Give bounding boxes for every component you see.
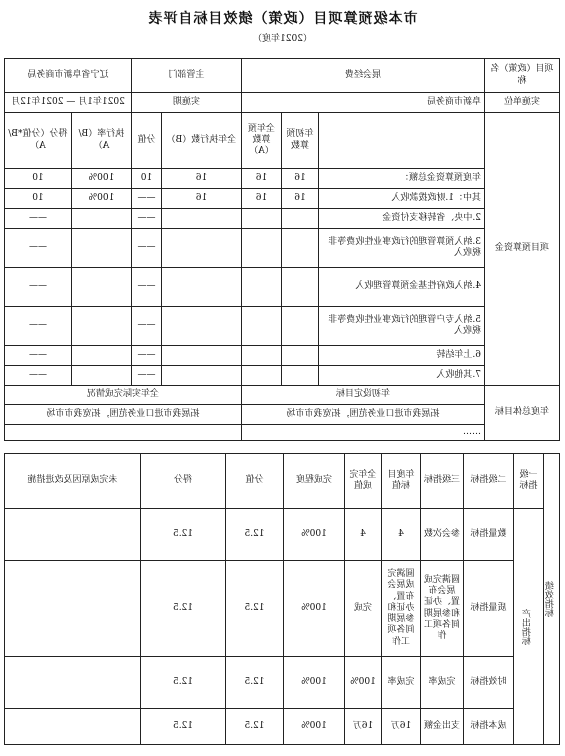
perf-side-label: 绩效指标 [544, 454, 560, 745]
funds-cell: 10 [4, 189, 71, 209]
funds-cell [71, 346, 131, 366]
funds-cell [161, 209, 241, 229]
perf-degree: 100% [284, 657, 345, 709]
goals-initial-label: 年初设定目标 [241, 386, 484, 405]
funds-row [4, 268, 559, 307]
funds-cell [71, 209, 131, 229]
funds-cell [241, 229, 281, 268]
funds-cell [241, 346, 281, 366]
funds-row-label: 4.纳入政府性基金预算管理收入 [319, 268, 485, 307]
goals-section-label: 年度总体目标 [485, 386, 560, 441]
funds-cell: —— [131, 366, 161, 386]
funds-header-5: 得分（分值*B/A） [4, 113, 71, 169]
impl-period-value: 2021年1月 — 2021年12月 [4, 93, 131, 113]
funds-cell: 16 [282, 189, 319, 209]
perf-row [5, 709, 560, 745]
project-name-row [4, 59, 559, 93]
funds-row-label: 其中：1.财政拨款收入 [319, 189, 485, 209]
perf-row [5, 509, 560, 561]
perf-header-7: 得分 [141, 454, 226, 509]
impl-row [4, 93, 559, 113]
funds-cell: —— [4, 209, 71, 229]
funds-cell: 10 [4, 169, 71, 189]
funds-row-label: 2.中央、省转移支付资金 [319, 209, 485, 229]
funds-cell: —— [131, 268, 161, 307]
funds-header-row [4, 113, 559, 169]
funds-cell: 100% [71, 189, 131, 209]
perf-target: 完成率 [382, 657, 421, 709]
perf-got: 12.5 [141, 561, 226, 657]
perf-reason [5, 657, 141, 709]
funds-row-label: 5.纳入专户管理的行政事业性收费等非税收入 [319, 307, 485, 346]
goals-initial-value: 拓展我市进口业务范围，拓宽我市市场 [241, 405, 484, 425]
perf-row [5, 561, 560, 657]
perf-reason [5, 709, 141, 745]
perf-actual: 4 [345, 509, 382, 561]
dept-value: 辽宁省阜新市商务局 [4, 59, 131, 93]
funds-header-0: 年初预算数 [282, 113, 319, 169]
funds-cell [282, 268, 319, 307]
perf-row [5, 657, 560, 709]
perf-target: 4 [382, 509, 421, 561]
funds-cell [282, 366, 319, 386]
perf-l2: 成本指标 [464, 709, 514, 745]
funds-cell [71, 307, 131, 346]
perf-header-8: 未完成原因及改进措施 [5, 454, 141, 509]
funds-row [4, 229, 559, 268]
funds-header-1: 全年预算数（A） [241, 113, 281, 169]
funds-cell: —— [131, 307, 161, 346]
form-title: 市本级预算项目（政策）绩效目标自评表 [147, 11, 418, 27]
perf-l3: 支出金额 [421, 709, 464, 745]
perf-score: 12.5 [226, 709, 284, 745]
funds-cell: 16 [161, 189, 241, 209]
perf-got: 12.5 [141, 709, 226, 745]
perf-header-6: 分值 [226, 454, 284, 509]
funds-cell: —— [131, 189, 161, 209]
perf-header-0: 一级指标 [514, 454, 544, 509]
funds-cell: —— [131, 209, 161, 229]
perf-l3: 完成率 [421, 657, 464, 709]
funds-cell: 16 [282, 169, 319, 189]
funds-section-label: 项目预算资金 [485, 113, 560, 386]
funds-cell: 10 [131, 169, 161, 189]
perf-score: 12.5 [226, 509, 284, 561]
funds-header-2: 全年执行数（B） [161, 113, 241, 169]
perf-l2: 时效指标 [464, 657, 514, 709]
funds-cell [71, 268, 131, 307]
budget-table [4, 58, 560, 441]
perf-degree: 100% [284, 509, 345, 561]
perf-l2: 数量指标 [464, 509, 514, 561]
project-name-label: 项目（政策）名称 [485, 59, 560, 93]
funds-cell [161, 307, 241, 346]
funds-cell [282, 346, 319, 366]
funds-row [4, 366, 559, 386]
funds-cell: —— [131, 229, 161, 268]
funds-cell [241, 307, 281, 346]
funds-row [4, 209, 559, 229]
funds-row [4, 346, 559, 366]
funds-cell [282, 229, 319, 268]
funds-cell: 16 [161, 169, 241, 189]
impl-period-label: 实施期 [131, 93, 241, 113]
funds-cell: —— [131, 346, 161, 366]
goals-actual-value: 拓展我市进口业务范围，拓宽我市市场 [4, 405, 241, 425]
perf-reason [5, 561, 141, 657]
perf-target: 圆满完成展会布置、办证和参展期间各项工作 [382, 561, 421, 657]
funds-cell [161, 229, 241, 268]
perf-header-2: 三级指标 [421, 454, 464, 509]
funds-cell [161, 346, 241, 366]
funds-cell [282, 209, 319, 229]
funds-cell: —— [4, 229, 71, 268]
perf-got: 12.5 [141, 657, 226, 709]
funds-cell [71, 366, 131, 386]
perf-target: 16万 [382, 709, 421, 745]
funds-cell [241, 209, 281, 229]
goals-value-row [4, 405, 559, 425]
funds-header-3: 分值 [131, 113, 161, 169]
goals-header-row [4, 386, 559, 405]
perf-degree: 100% [284, 709, 345, 745]
impl-unit-label: 实施单位 [485, 93, 560, 113]
funds-cell: —— [4, 366, 71, 386]
goals-actual-label: 全年实际完成情况 [4, 386, 241, 405]
perf-actual: 完成 [345, 561, 382, 657]
funds-row-label: 7.其他收入 [319, 366, 485, 386]
funds-row-label: 年度预算资金总额： [319, 169, 485, 189]
funds-cell [161, 268, 241, 307]
funds-cell: 16 [241, 189, 281, 209]
dept-label: 主管部门 [131, 59, 241, 93]
goals-ellipsis: …… [241, 425, 484, 441]
funds-cell: 100% [71, 169, 131, 189]
performance-table [4, 453, 560, 745]
funds-cell: 16 [241, 169, 281, 189]
funds-row-label: 3.纳入预算管理的行政事业性收费等非税收入 [319, 229, 485, 268]
impl-unit-value: 阜新市商务局 [241, 93, 484, 113]
goals-ellipsis-row [4, 425, 559, 441]
perf-l3: 参会次数 [421, 509, 464, 561]
perf-header-5: 完成程度 [284, 454, 345, 509]
perf-degree: 100% [284, 561, 345, 657]
perf-level1-output: 产出指标 [514, 509, 544, 745]
perf-actual: 100% [345, 657, 382, 709]
perf-l3: 圆满完成展会布置、办证和参展期间各项工作 [421, 561, 464, 657]
funds-cell: —— [4, 268, 71, 307]
funds-row-label: 6.上年结转 [319, 346, 485, 366]
perf-l2: 质量指标 [464, 561, 514, 657]
funds-row [4, 307, 559, 346]
funds-row [4, 169, 559, 189]
funds-cell [282, 307, 319, 346]
perf-header-1: 二级指标 [464, 454, 514, 509]
perf-header-row [5, 454, 560, 509]
form-subtitle: （2021年度） [253, 34, 312, 44]
funds-cell [241, 366, 281, 386]
perf-score: 12.5 [226, 561, 284, 657]
perf-got: 12.5 [141, 509, 226, 561]
funds-header-4: 执行率（B/A） [71, 113, 131, 169]
perf-score: 12.5 [226, 657, 284, 709]
funds-header-blank [319, 113, 485, 169]
project-name-value: 展会经费 [241, 59, 484, 93]
funds-cell: —— [4, 346, 71, 366]
funds-cell [241, 268, 281, 307]
funds-cell [71, 229, 131, 268]
funds-cell [161, 366, 241, 386]
perf-header-3: 年度目标值 [382, 454, 421, 509]
perf-header-4: 全年完成值 [345, 454, 382, 509]
goals-ellipsis-blank [4, 425, 241, 441]
perf-reason [5, 509, 141, 561]
perf-actual: 16万 [345, 709, 382, 745]
funds-row [4, 189, 559, 209]
funds-cell: —— [4, 307, 71, 346]
